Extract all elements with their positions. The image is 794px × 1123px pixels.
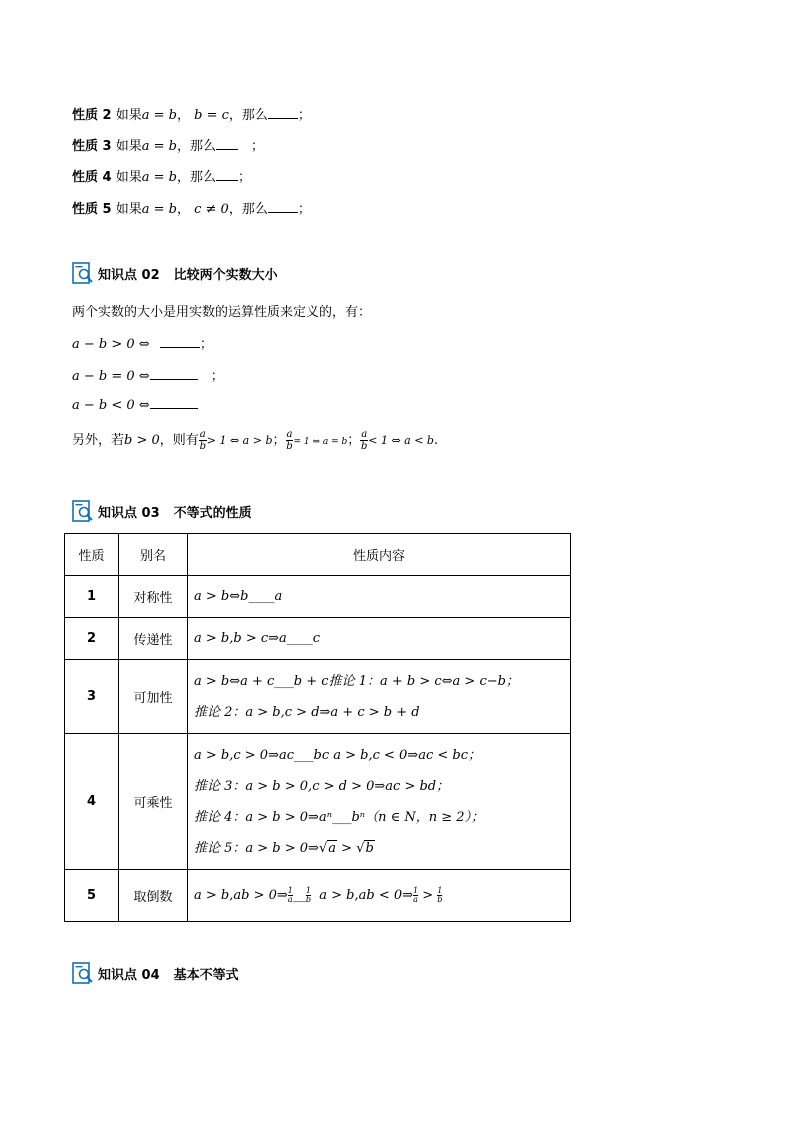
text: 如果 [115,139,142,154]
ratio-compare: 另外，若b > 0，则有 $\frac{a}{b}$ > 1 ⇔ a > b； $\frac{a}{b}$ = 1 ⇔ a = b； $\frac{a}{b}$ < 1 ⇔ a < b. [72,429,439,452]
fraction [199,429,207,452]
section-title: 比较两个实数大小 [173,267,278,283]
math: a = b [141,202,177,217]
row-alias: 取倒数 [119,870,188,922]
section-title: 不等式的性质 [173,505,252,521]
sqrt-radicand: b [365,840,374,856]
denominator: a [413,895,418,904]
property-label: 性质 4 [72,170,112,185]
text: a > b,ab > 0⇒ [194,888,288,903]
text: 那么 [189,139,216,154]
text: 如果 [115,170,142,185]
property-label: 性质 5 [72,202,112,217]
section-label: 知识点 03 [98,505,160,521]
sqrt-radicand: a [328,840,337,856]
fraction [306,887,311,904]
header-cell: 性质内容 [188,534,571,576]
text: 那么 [241,108,268,123]
denominator: b [361,441,368,452]
blank [268,106,298,119]
text: 那么 [241,202,268,217]
math: < 1 ⇔ a < b [368,434,434,447]
row-content: a > b,ab > 0⇒ $\frac{1}{a}$ __ $\frac{1}{b}$ a > b,ab < 0⇒ $\frac{1}{a}$ > $\frac{1}{b}$ [188,870,571,922]
blank [268,200,298,213]
section-title: 基本不等式 [173,967,239,983]
numerator: 1 [287,886,293,895]
row-alias: 可乘性 [119,734,188,870]
row-content [188,660,571,734]
numerator: 1 [437,886,443,895]
blank [216,137,238,150]
section-heading-03 [72,500,252,522]
knowledge-point-icon [72,262,94,284]
header-cell: 别名 [119,534,188,576]
row-number: 5 [65,870,119,922]
content-line: 推论 3：a > b > 0,c > d > 0⇒ac > bd； [194,778,450,794]
math: b > 0 [124,433,160,448]
knowledge-point-icon [72,962,94,984]
math: > 1 ⇔ a > b [206,434,273,447]
content-line: 推论 4：a > b > 0⇒aⁿ___bⁿ（n ∈ N，n ≥ 2）； [194,809,484,825]
text: 如果 [115,202,142,217]
math: a − b = 0 ⇔ [72,369,150,384]
row-content: a > b,b > c⇒a____c [188,618,571,660]
text: 推论 5：a > b > 0⇒ [194,840,319,856]
math: a − b < 0 ⇔ [72,398,150,413]
text: ，则有 [159,433,199,448]
fraction [437,887,442,904]
row-content [188,734,571,870]
blank [160,335,200,348]
math: c ≠ 0 [194,202,229,217]
numerator: a [361,429,368,440]
math: a = b [141,170,177,185]
math: = 1 ⇔ a = b [293,437,348,447]
section-label: 知识点 02 [98,267,160,283]
denominator: b [199,441,206,452]
denominator: b [286,441,293,452]
inequality-properties-table [64,533,571,922]
denominator: a [287,895,293,904]
table-row [65,618,571,660]
denominator: b [305,895,311,904]
header-cell: 性质 [65,534,119,576]
math: b = c [194,108,229,123]
table-row [65,734,571,870]
table-row [65,576,571,618]
math: a − b > 0 ⇔ [72,337,150,352]
table-row [65,660,571,734]
property-3: 性质 3 如果a = b，那么 ； [72,139,265,154]
content-line: 推论 5：a > b > 0⇒√a > √b [194,840,374,856]
row-alias: 对称性 [119,576,188,618]
compare-row-3 [72,396,198,413]
blank [150,367,198,380]
row-number: 2 [65,618,119,660]
row-alias: 传递性 [119,618,188,660]
fraction [413,887,418,904]
table-row [65,870,571,922]
row-content: a > b⇔b____a [188,576,571,618]
math: a = b [141,108,177,123]
compare-row-1: a − b > 0 ⇔ ； [72,337,213,352]
table-header-row [65,534,571,576]
row-number: 3 [65,660,119,734]
text: 那么 [189,170,216,185]
math: a = b [141,139,177,154]
blank [150,396,198,409]
fraction [288,887,293,904]
text: a > b,ab < 0⇒ [319,888,414,903]
row-number: 1 [65,576,119,618]
text: 另外，若 [72,433,125,448]
property-label: 性质 2 [72,108,112,123]
row-alias: 可加性 [119,660,188,734]
numerator: a [199,429,206,440]
property-label: 性质 3 [72,139,112,154]
blank [216,168,238,181]
section-heading-02 [72,262,278,284]
knowledge-point-icon [72,500,94,522]
property-4: 性质 4 如果a = b，那么 ； [72,170,252,185]
section-label: 知识点 04 [98,967,160,983]
denominator: b [437,895,443,904]
property-2: 性质 2 如果a = b， b = c，那么 ； [72,108,311,123]
compare-row-2: a − b = 0 ⇔ ； [72,369,224,384]
content-line: a > b,c > 0⇒ac___bc a > b,c < 0⇒ac < bc； [194,747,481,763]
property-5: 性质 5 如果a = b， c ≠ 0，那么 ； [72,202,311,217]
row-number: 4 [65,734,119,870]
section2-intro: 两个实数的大小是用实数的运算性质来定义的，有： [72,305,372,320]
content-line: a > b⇔a + c___b + c推论 1：a + b > c⇔a > c−b； [194,673,519,689]
section-heading-04 [72,962,239,984]
content-line: 推论 2：a > b,c > d⇒a + c > b + d [194,704,420,720]
numerator: a [286,429,293,440]
numerator: 1 [413,886,419,895]
text: 如果 [115,108,142,123]
numerator: 1 [305,886,311,895]
